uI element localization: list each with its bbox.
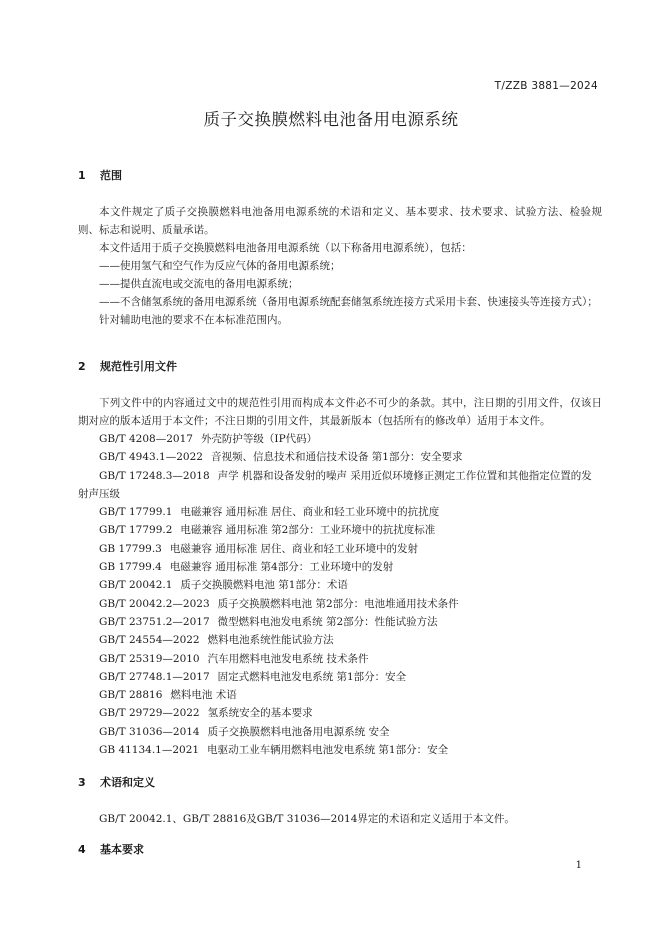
reference-item — [78, 558, 602, 576]
reference-title: 质子交换膜燃料电池备用电源系统 安全 — [207, 725, 390, 738]
reference-title: 汽车用燃料电池发电系统 技术条件 — [207, 652, 369, 665]
section-title: 规范性引用文件 — [100, 360, 177, 373]
reference-item — [78, 704, 602, 722]
reference-code: GB/T 17799.1 — [99, 506, 173, 519]
reference-code: GB 17799.3 — [99, 542, 162, 555]
reference-title: 电磁兼容 通用标准 居住、商业和轻工业环境中的发射 — [169, 542, 419, 555]
standard-code: T/ZZB 3881—2024 — [494, 80, 598, 92]
section-number: 4 — [78, 843, 86, 856]
section-normative-references — [78, 357, 602, 759]
reference-title: 微型燃料电池发电系统 第2部分：性能试验方法 — [217, 615, 438, 628]
reference-code: GB/T 23751.2—2017 — [99, 615, 210, 628]
list-item: ——使用氢气和空气作为反应气体的备用电源系统； — [99, 260, 341, 272]
reference-item — [78, 595, 602, 613]
reference-title: 外壳防护等级（IP代码） — [200, 433, 318, 445]
reference-title: 质子交换膜燃料电池 第1部分：术语 — [180, 579, 348, 592]
reference-code: GB/T 20042.2—2023 — [99, 597, 210, 610]
section-heading — [78, 166, 602, 186]
section-heading — [78, 773, 602, 793]
paragraph: 下列文件中的内容通过文中的规范性引用而构成本文件必不可少的条款。其中，注日期的引用文件，仅该日期对应的版本适用于本文件；不注日期的引用文件，其最新版本（包括所有的修改单）适用于本文件。 — [78, 397, 602, 427]
section-title: 范围 — [100, 169, 122, 182]
reference-code: GB/T 24554—2022 — [99, 634, 200, 647]
list-item: ——不含储氢系统的备用电源系统（备用电源系统配套储氢系统连接方式采用卡套、快速接头等连接方式）； — [99, 296, 598, 308]
section-number: 1 — [78, 169, 86, 182]
reference-title: 固定式燃料电池发电系统 第1部分：安全 — [217, 670, 407, 683]
paragraph: 针对辅助电池的要求不在本标准范围内。 — [99, 314, 288, 326]
document-title: 质子交换膜燃料电池备用电源系统 — [203, 110, 459, 129]
reference-item — [78, 741, 602, 759]
reference-title: 燃料电池系统性能试验方法 — [207, 634, 334, 647]
reference-title: 音视频、信息技术和通信技术设备 第1部分：安全要求 — [210, 451, 463, 464]
reference-title: 电驱动工业车辆用燃料电池发电系统 第1部分：安全 — [207, 744, 449, 757]
reference-item — [78, 467, 602, 504]
reference-item — [78, 613, 602, 631]
reference-title: 声学 机器和设备发射的噪声 采用近似环境修正测定工作位置和其他指定位置的发射声压级 — [78, 469, 592, 500]
reference-code: GB/T 27748.1—2017 — [99, 670, 210, 683]
list-item: ——提供直流电或交流电的备用电源系统； — [99, 278, 299, 290]
reference-code: GB/T 17799.2 — [99, 524, 173, 537]
reference-code: GB/T 29729—2022 — [99, 707, 200, 720]
reference-item — [78, 650, 602, 668]
page-number: 1 — [575, 860, 582, 871]
section-heading — [78, 357, 602, 377]
section-basic-requirements — [78, 840, 602, 860]
reference-code: GB 17799.4 — [99, 561, 162, 574]
reference-item — [78, 430, 602, 448]
reference-code: GB/T 31036—2014 — [99, 725, 200, 738]
section-title: 基本要求 — [100, 843, 144, 856]
reference-code: GB/T 28816 — [99, 689, 163, 702]
paragraph: 本文件适用于质子交换膜燃料电池备用电源系统（以下称备用电源系统），包括： — [99, 242, 472, 254]
section-number: 2 — [78, 360, 86, 373]
reference-code: GB/T 17248.3—2018 — [99, 469, 210, 482]
reference-item — [78, 503, 602, 521]
reference-item — [78, 668, 602, 686]
paragraph: 本文件规定了质子交换膜燃料电池备用电源系统的术语和定义、基本要求、技术要求、试验方法、检验规则、标志和说明、质量承诺。 — [78, 206, 602, 236]
reference-item — [78, 448, 602, 466]
reference-code: GB 41134.1—2021 — [99, 744, 200, 757]
reference-item — [78, 540, 602, 558]
reference-title: 电磁兼容 通用标准 第4部分：工业环境中的发射 — [169, 561, 394, 574]
section-terms — [78, 773, 602, 828]
reference-code: GB/T 4208—2017 — [99, 433, 193, 445]
reference-item — [78, 631, 602, 649]
reference-title: 氢系统安全的基本要求 — [207, 707, 313, 720]
section-heading — [78, 840, 602, 860]
reference-item — [78, 723, 602, 741]
reference-item — [78, 686, 602, 704]
section-title: 术语和定义 — [100, 776, 155, 789]
reference-code: GB/T 4943.1—2022 — [99, 451, 203, 464]
reference-title: 电磁兼容 通用标准 居住、商业和轻工业环境中的抗扰度 — [180, 506, 440, 519]
reference-item — [78, 576, 602, 594]
reference-title: 燃料电池 术语 — [170, 689, 237, 702]
reference-title: 电磁兼容 通用标准 第2部分：工业环境中的抗扰度标准 — [180, 524, 436, 537]
reference-list — [78, 430, 602, 759]
reference-title: 质子交换膜燃料电池 第2部分：电池堆通用技术条件 — [217, 597, 459, 610]
reference-item — [78, 521, 602, 539]
section-number: 3 — [78, 776, 86, 789]
section-scope — [78, 166, 602, 329]
paragraph: GB/T 20042.1、GB/T 28816及GB/T 31036—2014界定的术语和定义适用于本文件。 — [99, 813, 515, 825]
reference-code: GB/T 20042.1 — [99, 579, 173, 592]
reference-code: GB/T 25319—2010 — [99, 652, 200, 665]
